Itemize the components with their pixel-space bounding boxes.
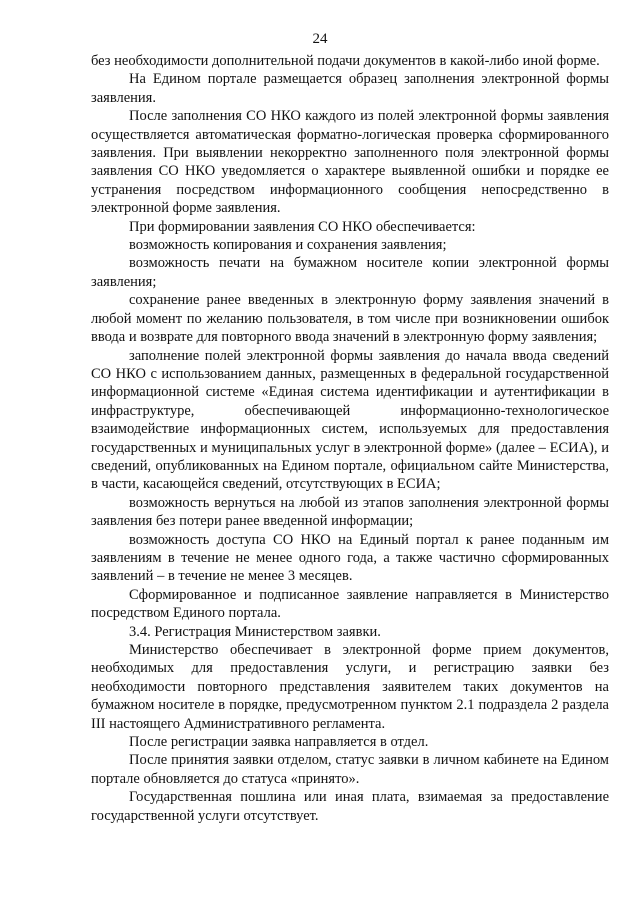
paragraph: На Едином портале размещается образец заполнения электронной формы заявления.	[91, 71, 609, 106]
paragraph: Министерство обеспечивает в электронной форме прием документов, необходимых для предоставления услуги, и регистрацию заявки без необходимости повторного представления заявителем таких документов на бумажном носителе в порядке, предусмотренном пунктом 2.1 подраздела 2 раздела III настоящего Административного регламента.	[91, 642, 609, 732]
paragraph: После заполнения СО НКО каждого из полей электронной формы заявления осуществляется автоматическая форматно-логическая проверка сформированного заявления. При выявлении некорректно заполненного поля электронной формы заявления СО НКО уведомляется о характере выявленной ошибки и порядке ее устранения посредством информационного сообщения непосредственно в электронной форме заявления.	[91, 108, 609, 217]
list-item: сохранение ранее введенных в электронную форму заявления значений в любой момент по желанию пользователя, в том числе при возникновении ошибок ввода и возврате для повторного ввода значений в электронную форму заявления;	[91, 292, 609, 346]
paragraph: Сформированное и подписанное заявление направляется в Министерство посредством Единого портала.	[91, 586, 609, 622]
list-item: возможность копирования и сохранения заявления;	[129, 237, 447, 254]
paragraph: При формировании заявления СО НКО обеспечивается:	[129, 218, 476, 235]
list-item: возможность доступа СО НКО на Единый портал к ранее поданным им заявлениям в течение не менее одного года, а также частично сформированных заявлений – в течение не менее 3 месяцев.	[91, 531, 609, 585]
paragraph: Государственная пошлина или иная плата, взимаемая за предоставление государственной услуги отсутствует.	[91, 789, 609, 824]
document-body	[91, 52, 609, 825]
paragraph: без необходимости дополнительной подачи документов в какой-либо иной форме.	[91, 53, 600, 69]
paragraph: После регистрации заявка направляется в отдел.	[129, 734, 429, 751]
list-item: возможность вернуться на любой из этапов заполнения электронной формы заявления без потери ранее введенной информации;	[91, 494, 609, 530]
page-number: 24	[312, 31, 328, 47]
list-item: заполнение полей электронной формы заявления до начала ввода сведений СО НКО с использованием данных, размещенных в федеральной государственной информационной системе «Единая система идентификации и аутентификации в инфраструктуре, обеспечивающей информационно-технологическое взаимодействие информационных систем, используемых для предоставления государственных и муниципальных услуг в электронной форме» (далее – ЕСИА), и сведений, опубликованных на Едином портале, официальном сайте Министерства, в части, касающейся сведений, отсутствующих в ЕСИА;	[91, 347, 609, 493]
section-heading: 3.4. Регистрация Министерством заявки.	[129, 623, 381, 640]
paragraph: После принятия заявки отделом, статус заявки в личном кабинете на Едином портале обновляется до статуса «принято».	[91, 752, 609, 787]
list-item: возможность печати на бумажном носителе копии электронной формы заявления;	[91, 255, 609, 290]
